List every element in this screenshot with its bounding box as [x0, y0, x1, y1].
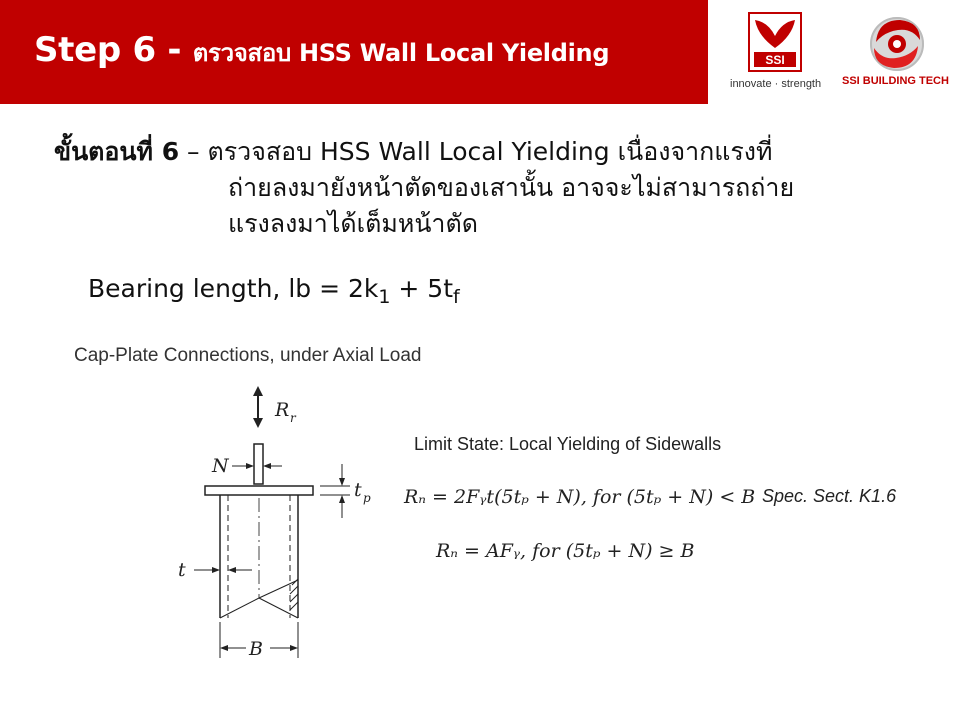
ssi-logo-text: SSI [765, 53, 785, 67]
formula-plus: + 5t [390, 274, 454, 303]
spec-reference: Spec. Sect. K1.6 [762, 486, 897, 506]
figure-title: Cap-Plate Connections, under Axial Load [74, 345, 422, 366]
limit-state-title: Limit State: Local Yielding of Sidewalls [414, 434, 722, 454]
label-tp-sub: p [363, 491, 371, 505]
label-rr: R [275, 399, 290, 421]
step-line-2: ถ่ายลงมายังหน้าตัดของเสานั้น อาจจะไม่สามารถถ่าย [228, 173, 795, 202]
title-step: Step 6 - [34, 30, 193, 70]
step-line-1: ตรวจสอบ HSS Wall Local Yielding เนื่องจากแรงที่ [207, 137, 773, 166]
step-label: ขั้นตอนที่ 6 [54, 137, 180, 166]
title-subtitle: ตรวจสอบ HSS Wall Local Yielding [192, 39, 610, 67]
label-t: t [178, 559, 186, 581]
ssi-building-tech-logo-icon [862, 12, 932, 72]
formula-lhs: Bearing length, lb = 2k [88, 274, 379, 303]
equation-1: Rₙ = 2Fᵧt(5tₚ + N), for (5tₚ + N) < B [404, 486, 756, 508]
formula-k-sub: 1 [378, 286, 391, 308]
label-rr-sub: r [290, 411, 296, 425]
step-dash: – [179, 137, 208, 166]
step-description [54, 134, 794, 242]
label-b: B [249, 638, 263, 660]
label-n: N [212, 455, 229, 477]
logo-tagline: innovate · strength [730, 78, 822, 90]
bearing-length-formula [88, 274, 460, 308]
stem-plate [254, 444, 263, 484]
cap-plate [205, 486, 313, 495]
equation-2: Rₙ = AFᵧ, for (5tₚ + N) ≥ B [436, 540, 695, 562]
cap-plate-diagram [170, 380, 380, 665]
formula-t-sub: f [453, 286, 460, 308]
slide-title [34, 30, 609, 72]
label-tp: t [354, 479, 362, 501]
brand-name: SSI BUILDING TECH [842, 75, 949, 87]
step-line-3: แรงลงมาได้เต็มหน้าตัด [228, 209, 478, 238]
ssi-logo-icon [748, 12, 802, 72]
